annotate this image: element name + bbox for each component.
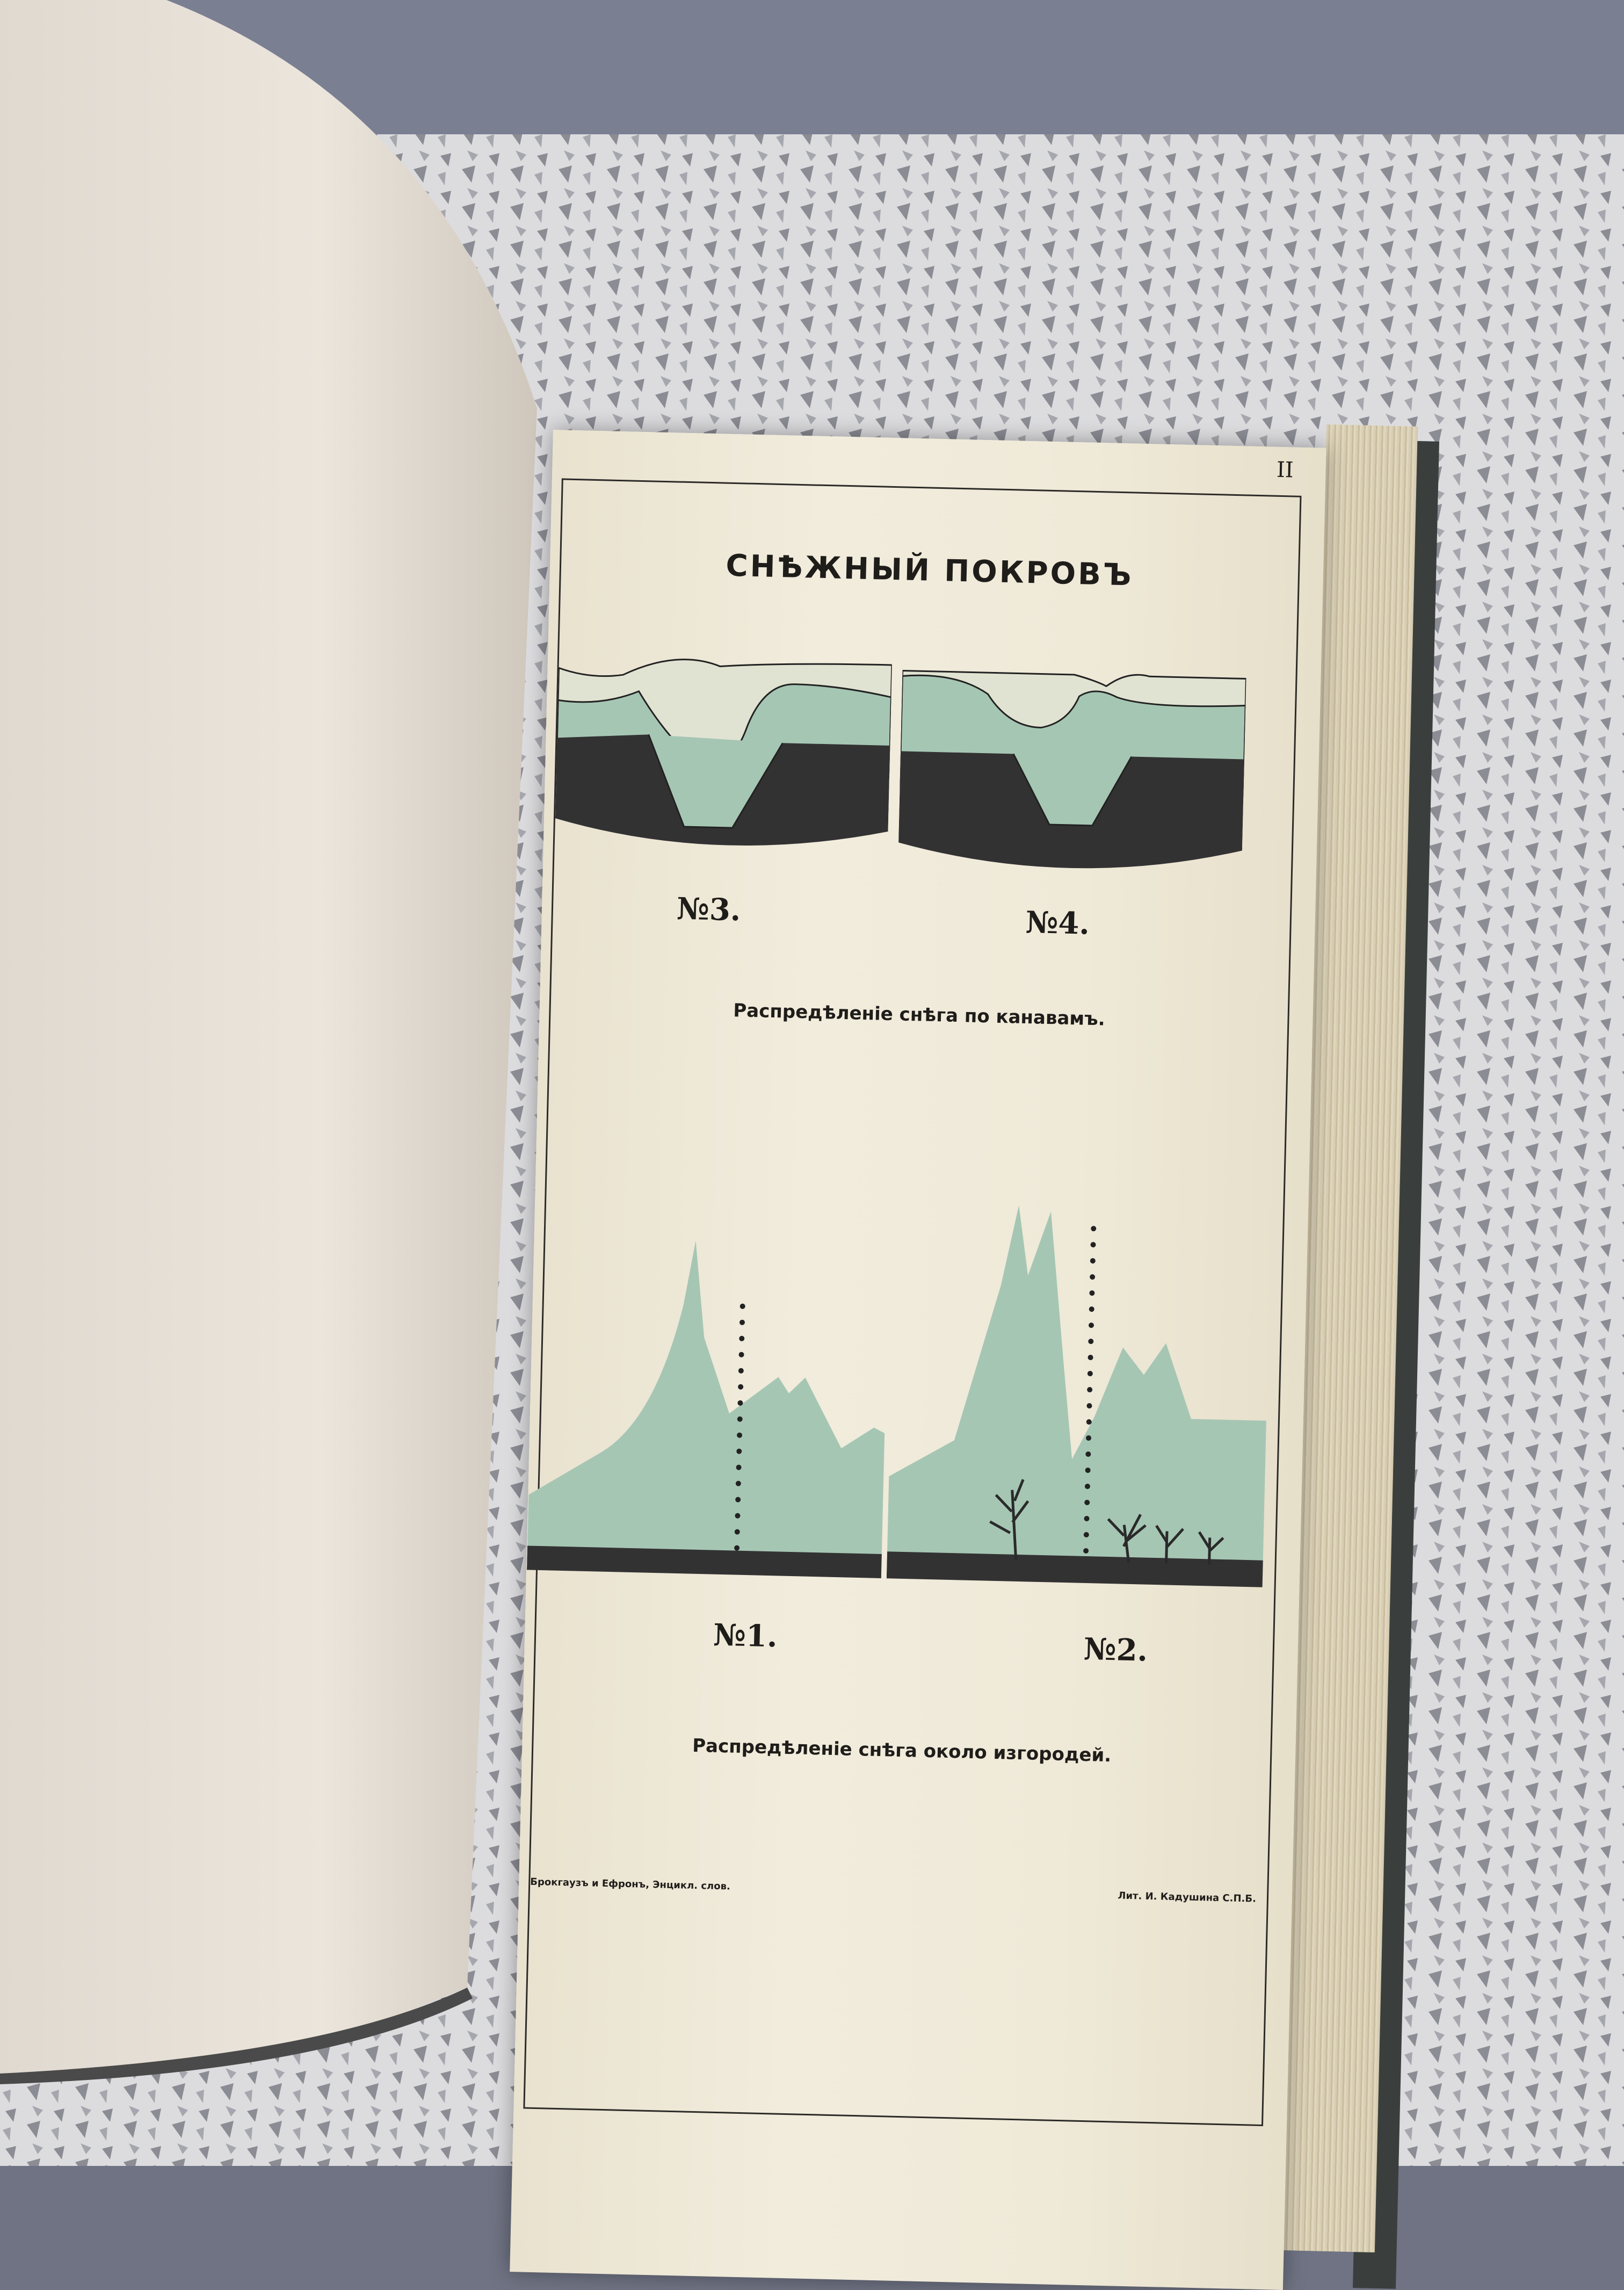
- figure-1-label: №1.: [713, 1617, 778, 1655]
- plate-page: [510, 430, 1326, 2290]
- figure-4-label: №4.: [1025, 904, 1090, 942]
- imprint-right: Лит. И. Кадушина С.П.Б.: [1118, 1890, 1257, 1905]
- caption-ditches: Распредѣленіе снѣга по канавамъ.: [733, 1000, 1106, 1030]
- imprint-left: Брокгаузъ и Ефронъ, Энцикл. слов.: [530, 1876, 731, 1892]
- plate-title: СНѢЖНЫЙ ПОКРОВЪ: [725, 548, 1134, 593]
- figure-2-hedge-diagram: [886, 1186, 1282, 1598]
- figure-4-ditch-diagram: [897, 660, 1246, 893]
- figure-1-hedge-diagram: [527, 1194, 901, 1590]
- figure-3-ditch-diagram: [554, 646, 893, 879]
- page-number: II: [1276, 457, 1294, 483]
- figure-3-label: №3.: [676, 891, 742, 928]
- figure-2-label: №2.: [1083, 1631, 1148, 1668]
- plate-frame: [523, 478, 1301, 2126]
- caption-hedges: Распредѣленіе снѣга около изгородей.: [692, 1735, 1112, 1767]
